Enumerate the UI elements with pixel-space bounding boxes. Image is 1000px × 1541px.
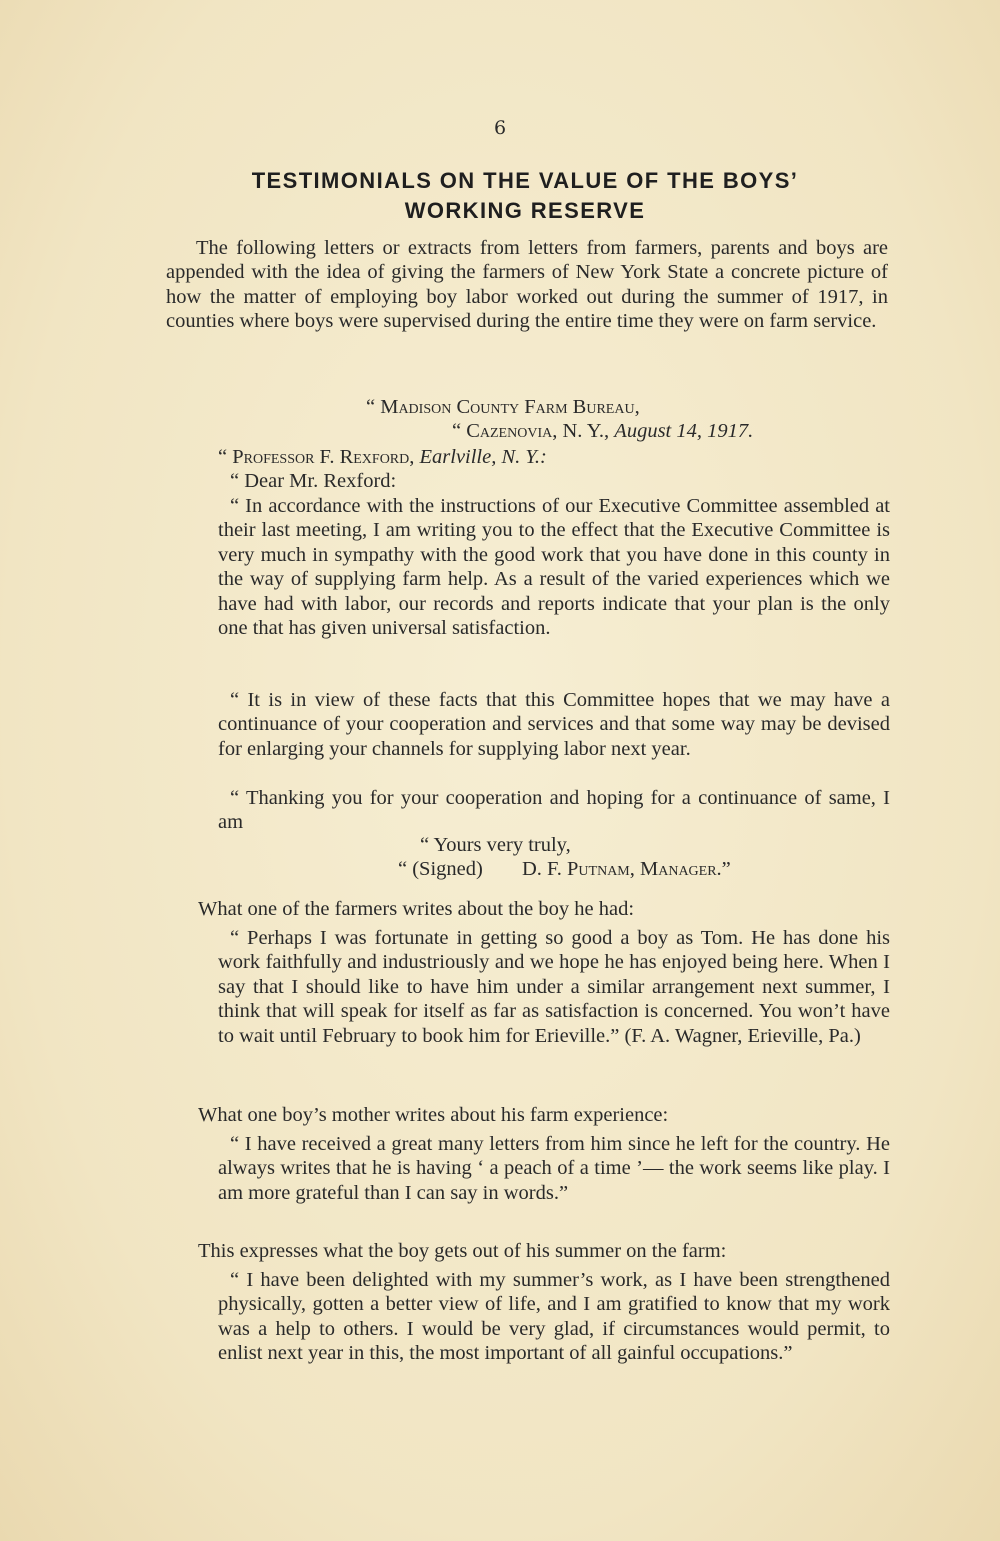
boy-intro: This expresses what the boy gets out of his summer on the farm:: [198, 1240, 727, 1262]
page-title: [160, 166, 890, 226]
page-number: 6: [493, 117, 507, 139]
letter-signer: D. F. Putnam, Manager.”: [521, 858, 731, 880]
intro-paragraph: The following letters or extracts from letters from farmers, parents and boys are appended with the idea of giving the farmers of New York State a concrete picture of how the matter of employing boy labor worked out during the summer of 1917, in counties where boys were supervised during the entire time they were on farm service.: [166, 237, 888, 333]
letter-paragraph-1: “ In accordance with the instructions of our Executive Committee assembled at their last meeting, I am writing you to the effect that the Executive Committee is very much in sympathy with the good work that you have done in this county in the way of supplying farm help. As a result of the varied experiences which we have had with labor, our records and reports indicate that your plan is the only one that has given universal satisfaction.: [218, 495, 890, 640]
letter-signed-label: “ (Signed): [398, 858, 483, 880]
mother-intro: What one boy’s mother writes about his farm experience:: [198, 1104, 669, 1126]
title-line-1: TESTIMONIALS ON THE VALUE OF THE BOYS’: [251, 168, 799, 193]
letter-addressee-line: [218, 446, 547, 469]
letter-org: “ Madison County Farm Bureau,: [366, 396, 640, 418]
letter-signed: [398, 858, 731, 881]
farmer-intro: What one of the farmers writes about the boy he had:: [198, 898, 635, 920]
letter-salutation: “ Dear Mr. Rexford:: [230, 470, 397, 492]
letter-closing: “ Yours very truly,: [420, 834, 571, 856]
title-line-2: WORKING RESERVE: [404, 198, 646, 223]
letter-dateline: [452, 420, 753, 443]
boy-quote: “ I have been delighted with my summer’s work, as I have been strengthened physically, gotten a better view of life, and I am gratified to know that my work was a help to others. I would be very glad, if circumstances would permit, to enlist next year in this, the most important of all gainful occupations.”: [218, 1269, 890, 1365]
mother-quote: “ I have received a great many letters from him since he left for the country. He always writes that he is having ‘ a peach of a time ’— the work seems like play. I am more grateful than I can say in words.”: [218, 1133, 890, 1204]
letter-place: “ Cazenovia, N. Y.,: [452, 420, 610, 442]
letter-paragraph-3: “ Thanking you for your cooperation and hoping for a continuance of same, I am: [218, 787, 890, 834]
farmer-quote: “ Perhaps I was fortunate in getting so good a boy as Tom. He has done his work faithfully and industriously and we hope he has enjoyed being here. When I say that I should like to have him under a similar arrangement next summer, I think that will speak for itself as far as satisfaction is concerned. You won’t have to wait until February to book him for Erieville.” (F. A. Wagner, Erieville, Pa.): [218, 927, 890, 1047]
letter-addressee: “ Professor F. Rexford,: [218, 446, 415, 468]
letter-date: August 14, 1917.: [614, 420, 754, 442]
letter-paragraph-2: “ It is in view of these facts that this Committee hopes that we may have a continuance of your cooperation and services and that some way may be devised for enlarging your channels for supplying labor next year.: [218, 689, 890, 760]
letter-addressee-place: Earlville, N. Y.:: [419, 446, 547, 468]
